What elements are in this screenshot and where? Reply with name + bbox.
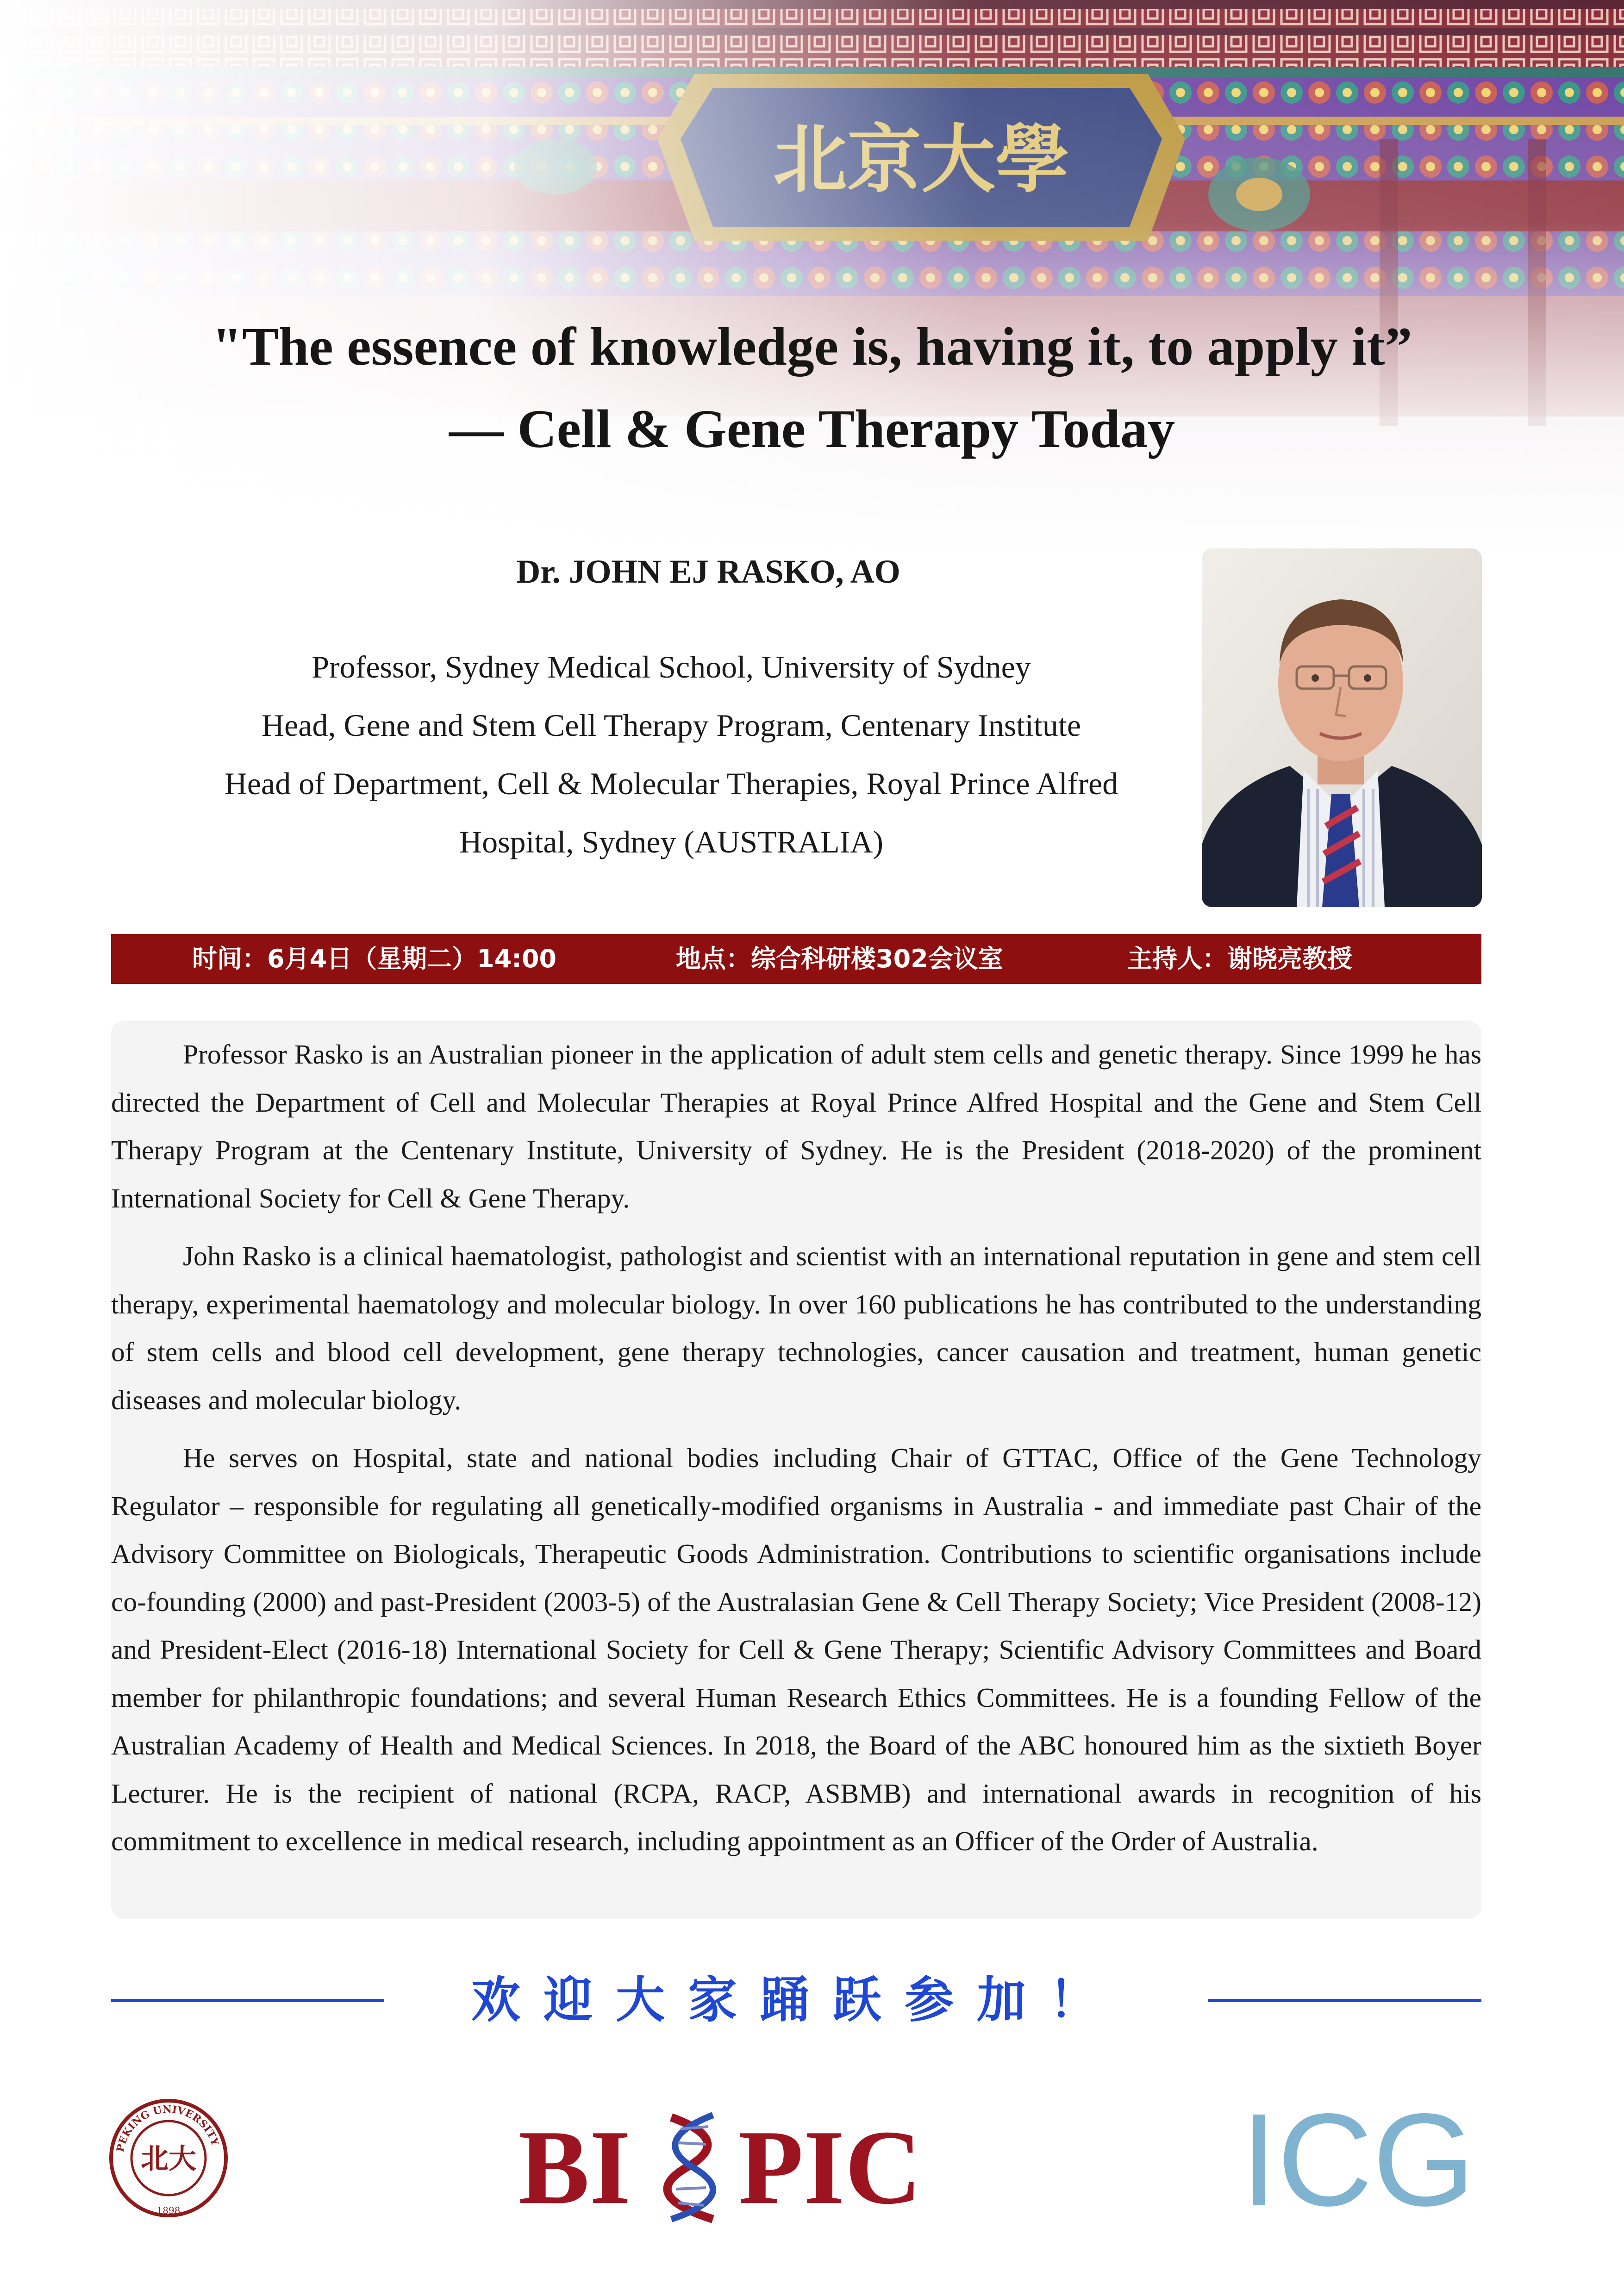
welcome-banner — [111, 1972, 1481, 2028]
icg-text: ICG — [1241, 2097, 1475, 2217]
biopic-logo — [518, 2090, 963, 2228]
affiliation-line: Hospital, Sydney (AUSTRALIA) — [459, 824, 884, 859]
poster-title — [0, 305, 1624, 470]
speaker-name: Dr. JOHN EJ RASKO, AO — [516, 553, 900, 590]
pku-ring-text: PEKING UNIVERSITY — [114, 2103, 221, 2153]
icg-logo — [1241, 2097, 1486, 2217]
pku-year: 1898 — [156, 2205, 181, 2216]
speaker-affiliations — [111, 638, 1231, 871]
affiliation-line: Head, Gene and Stem Cell Therapy Program, Centenary Institute — [261, 708, 1081, 743]
event-host: 主持人：谢晓亮教授 — [1127, 944, 1352, 973]
pku-glyph: 北大 — [141, 2143, 196, 2175]
event-time: 时间：6月4日（星期二）14:00 — [192, 944, 557, 973]
event-location: 地点：综合科研楼302会议室 — [676, 944, 1003, 973]
bio-paragraph: John Rasko is a clinical haematologist, pathologist and scientist with an international reputation in gene and stem cell therapy, experimental haematology and molecular biology. In over 160 publications he has contributed to the understanding of stem cells and blood cell development, gene therapy technologies, cancer causation and treatment, human genetic diseases and molecular biology. — [111, 1241, 1481, 1415]
title-line-1: "The essence of knowledge is, having it, to apply it” — [212, 316, 1412, 377]
pku-logo — [109, 2099, 228, 2217]
biography-panel — [111, 1020, 1481, 1919]
speaker-photo — [1202, 548, 1482, 907]
affiliation-line: Head of Department, Cell & Molecular Therapies, Royal Prince Alfred — [224, 766, 1118, 801]
divider-left — [111, 1999, 384, 2002]
event-info-bar — [111, 934, 1481, 984]
title-line-2: — Cell & Gene Therapy Today — [449, 398, 1175, 459]
bio-paragraph: He serves on Hospital, state and national bodies including Chair of GTTAC, Office of the Gene Technology Regulator – responsible for regulating all genetically-modified organisms in Australia - and immediate past Chair of the Advisory Committee on Biologicals, Therapeutic Goods Administration. Contributions to scientific organisations include co-founding (2000) and past-President (2003-5) of the Australasian Gene & Cell Therapy Society; Vice President (2008-12) and President-Elect (2016-18) International Society for Cell & Gene Therapy; Scientific Advisory Committees and Board member for philanthropic foundations; and several Human Research Ethics Committees. He is a founding Fellow of the Australian Academy of Health and Medical Sciences. In 2018, the Board of the ABC honoured him as the sixtieth Boyer Lecturer. He is the recipient of national (RCPA, RACP, ASBMB) and international awards in recognition of his commitment to excellence in medical research, including appointment as an Officer of the Order of Australia. — [111, 1443, 1481, 1856]
biopic-text-left: BI — [518, 2108, 631, 2226]
biopic-text-right: PIC — [738, 2108, 922, 2226]
affiliation-line: Professor, Sydney Medical School, University of Sydney — [312, 649, 1031, 684]
welcome-text: 欢迎大家踊跃参加！ — [471, 1972, 1121, 2028]
bio-paragraph: Professor Rasko is an Australian pioneer in the application of adult stem cells and genetic therapy. Since 1999 he has directed the Department of Cell and Molecular Therapies at Royal Prince Alfred Hospital and the Gene and Stem Cell Therapy Program at the Centenary Institute, University of Sydney. He is the President (2018-2020) of the prominent International Society for Cell & Gene Therapy. — [111, 1039, 1481, 1213]
divider-right — [1208, 1999, 1481, 2002]
dna-helix-icon — [668, 2115, 713, 2219]
